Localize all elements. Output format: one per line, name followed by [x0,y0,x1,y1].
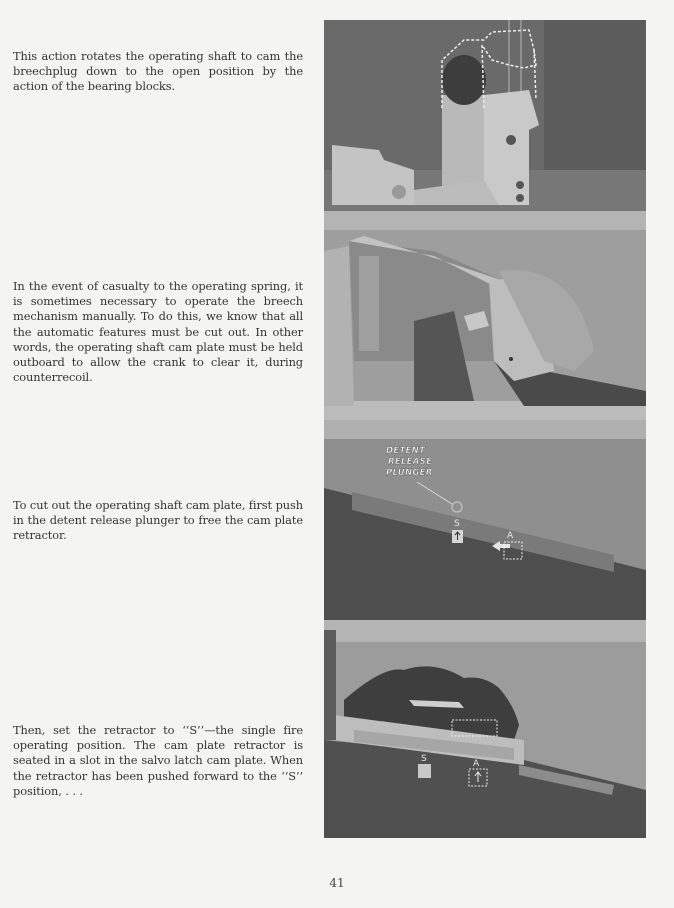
paragraph-detent-release: To cut out the operating shaft cam plate, first push in the detent release plunger to free the cam plate retractor. [13,498,303,543]
marker-a: A [473,759,480,769]
label-release: RELEASE [388,457,433,467]
detent-plunger-illustration [324,420,646,630]
paragraph-breechplug-action: This action rotates the operating shaft to cam the breechplug down to the open position by the action of the bearing blocks. [13,49,303,94]
marker-a: A [507,531,514,541]
retractor-illustration [324,630,646,838]
paragraph-retractor-set: Then, set the retractor to ‘‘S’’—the single fire operating position. The cam plate retractor is seated in a slot in the salvo latch cam plate. When the retractor has been pushed forward to the ‘‘S’’ position, . . . [13,723,303,798]
breechplug-illustration [324,20,646,211]
photo-retractor-s-position [324,630,646,838]
label-detent: DETENT [386,446,426,456]
photo-detent-release-plunger [324,420,646,630]
page-number: 41 [329,876,345,890]
paragraph-manual-operation: In the event of casualty to the operating spring, it is sometimes necessary to operate the breech mechanism manually. To do this, we know that all the automatic features must be cut out. In other words, the operating shaft cam plate must be held outboard to allow the crank to clear it, during counterrecoil. [13,279,303,385]
marker-s: S [454,519,460,529]
photo-cam-plate-crank [324,211,646,420]
photo-breechplug [324,20,646,211]
label-plunger: PLUNGER [386,468,433,478]
cam-plate-illustration [324,211,646,420]
photo-column [324,20,646,838]
marker-s: S [421,754,427,764]
